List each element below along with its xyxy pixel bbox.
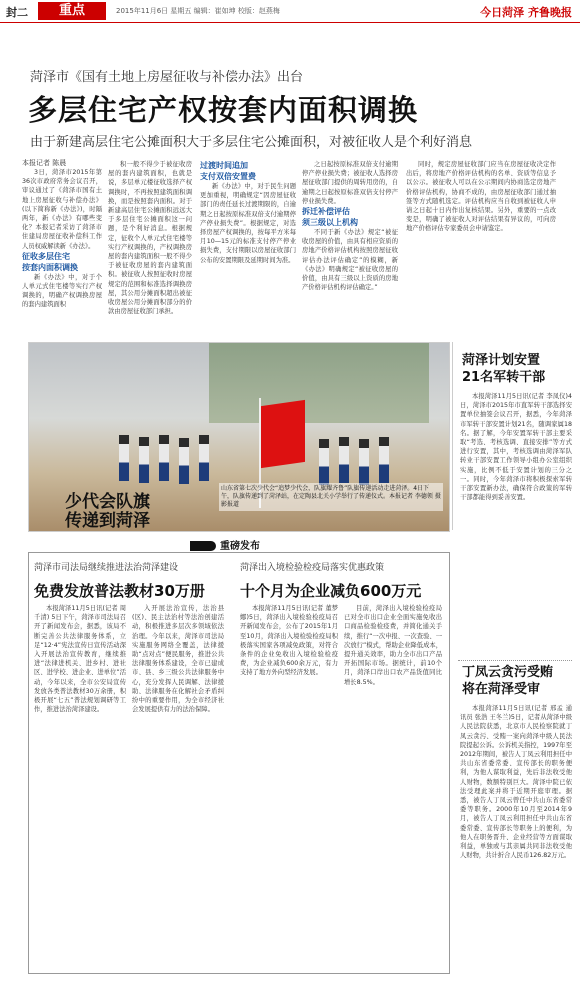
side1-text: [460, 392, 572, 652]
photo-credit: 山东省第七次少代会“追梦少代会，队旗耀齐鲁”队旗传递活动走进菏泽。4日下午，队旗传递到了菏泽站，在定陶县北关小学举行了传递仪式。本报记者 李德领 摄影报道: [219, 483, 443, 511]
section-divider: [458, 660, 572, 661]
pen-icon: [190, 541, 216, 551]
lead-subheading: 按套内面积调换: [22, 262, 78, 272]
box1-text: [34, 604, 126, 968]
box1-text-2: [132, 604, 224, 968]
issue-meta: 2015年11月6日 星期五 编辑：崔如坤 校版：赵燕梅: [116, 7, 280, 15]
side2-text: [460, 704, 572, 974]
banner-label: 重磅发布: [220, 541, 260, 552]
release-banner: [190, 537, 260, 552]
lead-subheading: 过渡时间追加: [200, 161, 248, 170]
lead-paragraph: 不同于新《办法》规定“被征收房屋的价值，由具有相应资质的房地产价格评估机构按照房屋征收评估办法评估确定”的模糊，新《办法》明确规定“被征收房屋的价值，由具有三级以上资质的房地产价格评估机构评估确定。”: [302, 229, 398, 292]
lead-subheading: 征收多层住宅: [22, 251, 70, 261]
lead-paragraph: 新《办法》中，对于个人单元式住宅楼等实行产权调换的，明确产权调换房屋的套内建筑面积: [22, 273, 102, 309]
photo-trees: [209, 343, 429, 423]
lead-headline: 多层住宅产权按套内面积调换: [28, 93, 419, 127]
news-photo: [28, 342, 450, 532]
lead-subheading: 支付双倍安置费: [200, 172, 256, 181]
lead-column-5: [406, 160, 556, 336]
lead-subheading: 拆迁补偿评估 须三级以上机构: [302, 207, 358, 228]
side1-paragraph: 本报菏泽11月5日讯(记者 李凤仪)4日，菏泽市2015年市直军转干部选择安置单位抽签会议召开，据悉，今年菏泽市军转干部安置计划21名，随调家属18名。据了解，今年安置军转干部主要采取“考选、考核选调、直接安排”等方式进行安置，其中，考核选调由菏泽军队转业干部安置工作领导小组办公室组织实施，比例不低于安置计划的三分之一。同时，今年菏泽市将积极探索军转干部安置新办法，确保符合政策的军转干部都能得到妥善安置。: [460, 393, 572, 502]
lead-column-4: [302, 160, 398, 336]
box1-headline: 免费发放普法教材30万册: [34, 582, 205, 600]
photo-caption: 少代会队旗 传递到菏泽: [65, 492, 150, 531]
column-divider: [452, 342, 453, 530]
photo-child: [339, 437, 349, 483]
photo-child: [179, 438, 189, 484]
photo-child: [319, 439, 329, 485]
photo-child: [119, 435, 129, 481]
lead-paragraph: 之日起按原标准双倍支付逾期停产停业损失费；被征收人选择房屋征收部门提供的周转用房的，自逾期之日起按原标准双倍支付停产停业损失费。: [302, 161, 398, 205]
lead-subhead: 由于新建高层住宅公摊面积大于多层住宅公摊面积，对被征收人是个利好消息: [30, 135, 473, 150]
photo-child: [379, 437, 389, 483]
lead-kicker: 菏泽市《国有土地上房屋征收与补偿办法》出台: [30, 70, 304, 85]
photo-child: [359, 439, 369, 485]
photo-flag: [261, 400, 305, 468]
side2-paragraph: 本报菏泽11月5日讯(记者 邢孟 通讯员 张浩 王冬兰)5日，记者从菏泽中级人民法院获悉，北京市人民检察院就丁凤云贪污、受贿一案向菏泽中级人民法院提起公诉。公诉机关指控，1997年至2012年期间，被告人丁凤云利用担任中共山东省委常委、宣传部长的职务便利，为他人谋取利益，先后非法收受他人财物，数额特别巨大。菏泽中院已依法受理此案并将于近期开庭审理。据悉，被告人丁凤云曾任中共山东省委常委等职务。2000年10月至2014年9月，被告人丁凤云利用担任中共山东省委常委、宣传部长等职务上的便利，为他人在职务晋升、企业经营等方面谋取利益，单独或与其亲属共同非法收受他人财物，共计折合人民币126.82万元。: [460, 705, 572, 860]
box2-text-2: [344, 604, 442, 968]
lead-paragraph: 积一般不得少于被征收房屋的套内建筑面积，也就是说，多层单元楼征收选择产权调换时，不再按照建筑面积调换，而是按照套内面积。对于新建高层住宅公摊面积远远大于多层住宅公摊面积这一问题，是个利好消息。根据规定，征收个人单元式住宅楼等实行产权调换的，产权调换房屋的套内建筑面积一般不得少于被征收房屋的套内建筑面积。被征收人按照征收时房屋规定的范围和标准选择调换房屋，其公用分摊面积超出被征收房屋公用分摊面积部分的价款由房屋征收部门承担。: [108, 161, 192, 316]
lead-column-3: [200, 160, 296, 336]
page-number: 封二: [6, 6, 28, 19]
lead-paragraph: 同时，规定房屋征收部门应当在房屋征收决定作出后，将房地产价格评估机构的名单、资质等信息予以公示。被征收人可以在公示期间内协商选定房地产价格评估机构，协商不成的，由房屋征收部门通过抽签等方式随机选定。评估机构应当自收到被征收人申请之日起十日内作出复核结果。另外，重要的一点改变是，明确了被征收人对评估结果有异议的，可向房地产价格评估专家委员会申请鉴定。: [406, 161, 556, 233]
box2-text: [240, 604, 338, 968]
lead-paragraph: 3日，菏泽市2015年第36次市政府常务会议召开，审议通过了《菏泽市国有土地上房屋征收与补偿办法》(以下简称新《办法》)，时隔两年，新《办法》有哪些变化？本报记者采访了菏泽市住建局房屋征收补偿科工作人员权威解读新《办法》。: [22, 169, 102, 250]
box2-paragraph: 目前，菏泽出入境检验检疫局已对全市出口企业全面实施免收出口商品检验检疫费，并简化通关手续，推行“一次申报、一次查验、一次放行”模式，帮助企业降低成本，提升通关效率，助力全市出口产品开拓国际市场。据统计，前10个月，菏泽口岸出口农产品货值同比增长8.5%。: [344, 605, 442, 686]
side1-title: 菏泽计划安置 21名军转干部: [462, 353, 546, 385]
box2-kicker: 菏泽出入境检验检疫局落实优惠政策: [240, 563, 385, 573]
box2-paragraph: 本报菏泽11月5日讯(记者 董梦娜)5日，菏泽出入境检验检疫局召开新闻发布会，公布了2015年1月至10月，菏泽出入境检验检疫局积极落实国家各项减免政策，对符合条件的企业免收出入境检验检疫费，为企业减负600余万元，有力支持了地方外向型经济发展。: [240, 605, 338, 677]
photo-child: [139, 437, 149, 483]
side2-title: 丁凤云贪污受贿 将在菏泽受审: [462, 665, 554, 697]
box1-paragraph: 入开展法治宣传，法治县(区)、民主法治村等法治创建活动，积极推进多层次多领域依法治理。今年以来，菏泽市司法局实施服务网络全覆盖，法律援助“点对点”便民服务，推进公共法律服务体系建设，全市已建成市、县、乡三级公共法律服务中心，充分发挥人民调解、法律援助、法律服务在化解社会矛盾纠纷中的重要作用，为全市经济社会发展提供有力的法治保障。: [132, 605, 224, 714]
box2-headline: 十个月为企业减负600万元: [240, 582, 422, 600]
lead-column-1: [22, 168, 102, 336]
newspaper-brand: 今日菏泽 齐鲁晚报: [480, 6, 572, 19]
photo-child: [199, 435, 209, 481]
page-header: [0, 0, 580, 23]
lead-column-2: [108, 160, 192, 336]
lead-byline: 本报记者 陈晨: [22, 159, 67, 167]
box1-kicker: 菏泽市司法局继续推进法治菏泽建设: [34, 563, 179, 573]
photo-child: [159, 435, 169, 481]
section-tag: 重点: [38, 2, 106, 20]
lead-paragraph: 新《办法》中，对于民生问题更加重视，明确规定“因房屋征收部门的责任延长过渡期限的，自逾期之日起按原标准双倍支付逾期停产停业损失费”。根据规定，对选择房屋产权调换的，按每平方米每月10—15元的标准支付停产停业损失费，支付期限以房屋征收部门公布的安置期限及延期时间为准。: [200, 183, 296, 264]
box1-paragraph: 本报菏泽11月5日讯(记者 周千清) 5日下午，菏泽市司法局召开了新闻发布会，据悉，该局不断完善公共法律服务体系，立足“12·4”宪法宣传日宣传活动深入开展法治宣传教育，继续推进“法律进机关、进乡村、进社区、进学校、进企业、进单位”活动，今年以来，全市公安局宣传发放各类普法教材30万余册，积极开展“七五”普法规划调研等工作，推进法治菏泽建设。: [34, 605, 126, 714]
